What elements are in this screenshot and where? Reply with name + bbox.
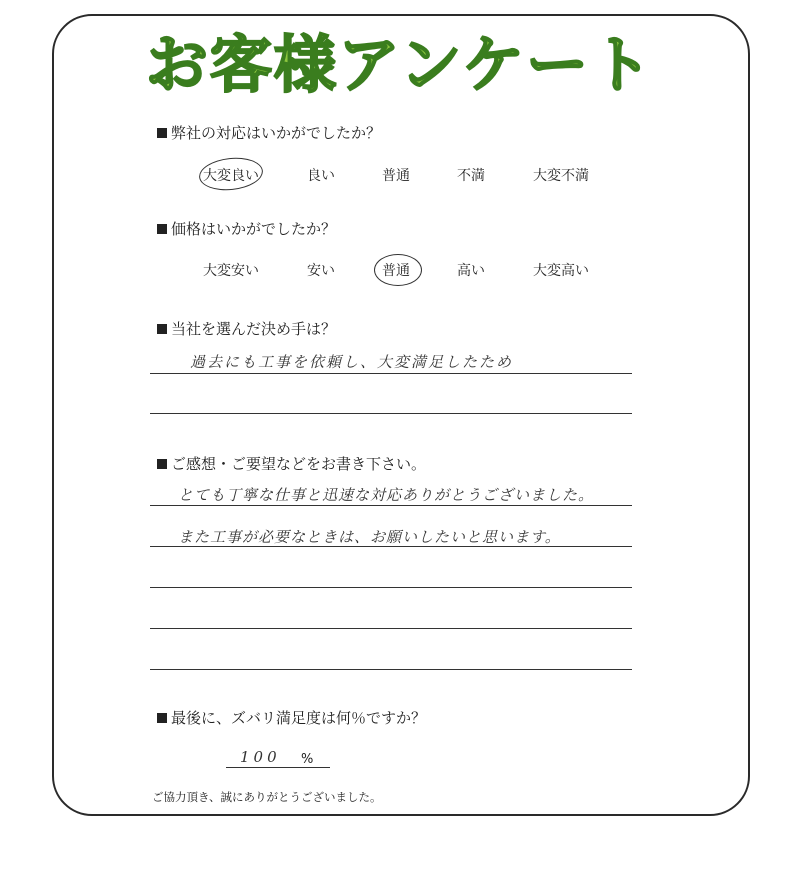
question-5-label: 最後に、ズバリ満足度は何％ですか？ [171,709,427,727]
q4-answer-line-1: とても丁寧な仕事と迅速な対応ありがとうございました。 [178,486,595,504]
answer-rule [150,546,632,547]
question-4 [157,453,426,474]
q2-option-very-expensive[interactable]: 大変高い [533,263,589,279]
bullet-square-icon [157,324,167,334]
q3-answer-line-1: 過去にも工事を依頼し、大変満足したため [190,353,514,371]
q1-option-very-good[interactable]: 大変良い [203,168,259,184]
bullet-square-icon [157,224,167,234]
question-2-label: 価格はいかがでしたか？ [171,220,337,238]
bullet-square-icon [157,713,167,723]
answer-rule [150,669,632,670]
question-1-label: 弊社の対応はいかがでしたか？ [171,124,382,142]
question-5 [157,707,426,728]
survey-title-text: お客様アンケート [145,28,655,101]
answer-rule [150,587,632,588]
q2-selection-circle [374,254,422,286]
answer-rule [150,413,632,414]
question-2 [157,218,336,239]
bullet-square-icon [157,459,167,469]
survey-title [0,20,800,116]
question-3-label: 当社を選んだ決め手は？ [171,320,337,338]
answer-rule [150,505,632,506]
thank-you-note: ご協力頂き、誠にありがとうございました。 [152,790,382,804]
q1-option-dissatisfied[interactable]: 不満 [457,168,485,184]
q1-option-average[interactable]: 普通 [382,168,410,184]
q2-option-expensive[interactable]: 高い [457,263,485,279]
question-4-label: ご感想・ご要望などをお書き下さい。 [171,455,427,473]
answer-rule [150,628,632,629]
bullet-square-icon [157,128,167,138]
q2-option-very-cheap[interactable]: 大変安い [203,263,259,279]
q1-option-good[interactable]: 良い [307,168,335,184]
question-3 [157,318,336,339]
q5-answer-value: 100 [240,748,281,766]
q4-answer-line-2: また工事が必要なときは、お願いしたいと思います。 [178,528,561,546]
q2-option-cheap[interactable]: 安い [307,263,335,279]
answer-rule [150,373,632,374]
percent-answer-rule [226,767,330,768]
question-1 [157,122,381,143]
q5-percent-unit: % [301,752,314,767]
q2-option-average[interactable]: 普通 [382,263,410,279]
q1-option-very-dissatisfied[interactable]: 大変不満 [533,168,589,184]
